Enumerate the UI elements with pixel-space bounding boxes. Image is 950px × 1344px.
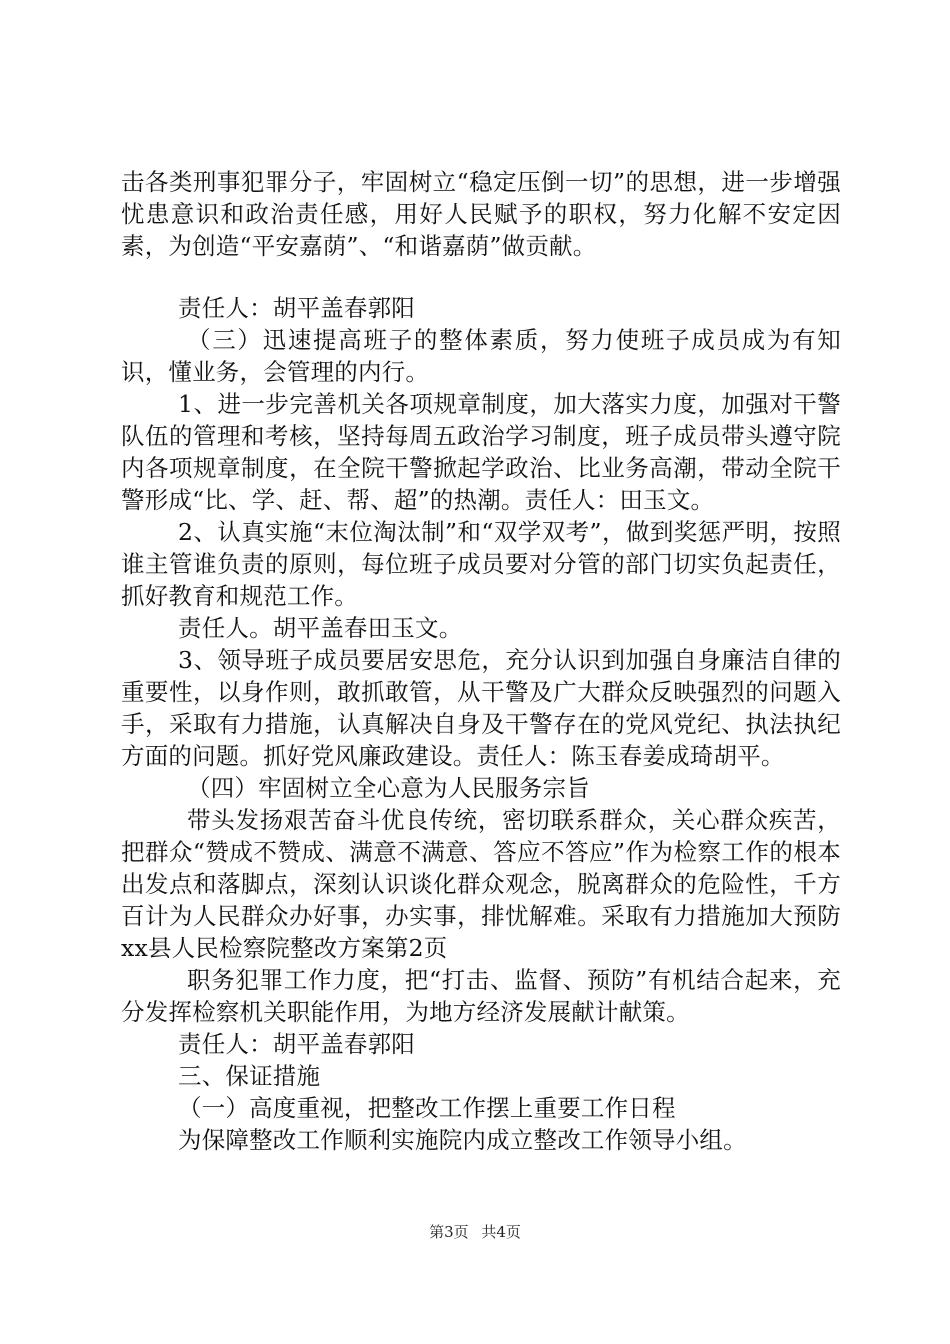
paragraph-continuation: 击各类刑事犯罪分子，牢固树立“稳定压倒一切”的思想，进一步增强忧患意识和政治责任感，用好人民赋予的职权，努力化解不安定因素，为创造“平安嘉荫”、“和谐嘉荫”做贡献。 (121, 168, 841, 260)
heading-guarantee-measures: 三、保证措施 (178, 1062, 321, 1090)
item-1-paragraph: 1、进一步完善机关各项规章制度，加大落实力度，加强对干警队伍的管理和考核，坚持每周五政治学习制度，班子成员带头遵守院内各项规章制度，在全院干警掀起学政治、比业务高潮，带动全院干警形成“比、学、赶、帮、超”的热潮。责任人：田玉文。 (121, 390, 841, 514)
page-total: 共4页 (481, 1223, 521, 1241)
page-footer (0, 1222, 950, 1242)
section-heading-4: （四）牢固树立全心意为人民服务宗旨 (187, 774, 590, 802)
document-body (121, 166, 841, 1156)
section-4-continuation: 职务犯罪工作力度，把“打击、监督、预防”有机结合起来，充分发挥检察机关职能作用，为地方经济发展献计献策。 (121, 966, 841, 1026)
responsible-person-line: 责任人。胡平盖春田玉文。 (178, 614, 463, 642)
page-number: 第3页 (429, 1223, 469, 1241)
responsible-person-line: 责任人：胡平盖春郭阳 (178, 294, 415, 322)
item-3-paragraph: 3、领导班子成员要居安思危，充分认识到加强自身廉洁自律的重要性，以身作则，敢抓敢管，从干警及广大群众反映强烈的问题入手，采取有力措施，认真解决自身及干警存在的党风党纪、执法执纪方面的问题。抓好党风廉政建设。责任人：陈玉春姜成琦胡平。 (121, 646, 841, 770)
responsible-person-line: 责任人：胡平盖春郭阳 (178, 1030, 415, 1058)
section-4-paragraph: 带头发扬艰苦奋斗优良传统，密切联系群众，关心群众疾苦，把群众“赞成不赞成、满意不满意、答应不答应”作为检察工作的根本出发点和落脚点，深刻认识谈化群众观念，脱离群众的危险性，千方百计为人民群众办好事，办实事，排忧解难。采取有力措施加大预防xx县人民检察院整改方案第2页 (121, 806, 841, 962)
subheading-1: （一）高度重视，把整改工作摆上重要工作日程 (178, 1094, 676, 1122)
section-heading-3: （三）迅速提高班子的整体素质，努力使班子成员成为有知识，懂业务，会管理的内行。 (121, 326, 841, 386)
paragraph-gap (121, 262, 841, 292)
subheading-1-paragraph: 为保障整改工作顺利实施院内成立整改工作领导小组。 (178, 1126, 747, 1154)
item-2-paragraph: 2、认真实施“末位淘汰制”和“双学双考”，做到奖惩严明，按照谁主管谁负责的原则，每位班子成员要对分管的部门切实负起责任，抓好教育和规范工作。 (121, 518, 841, 610)
